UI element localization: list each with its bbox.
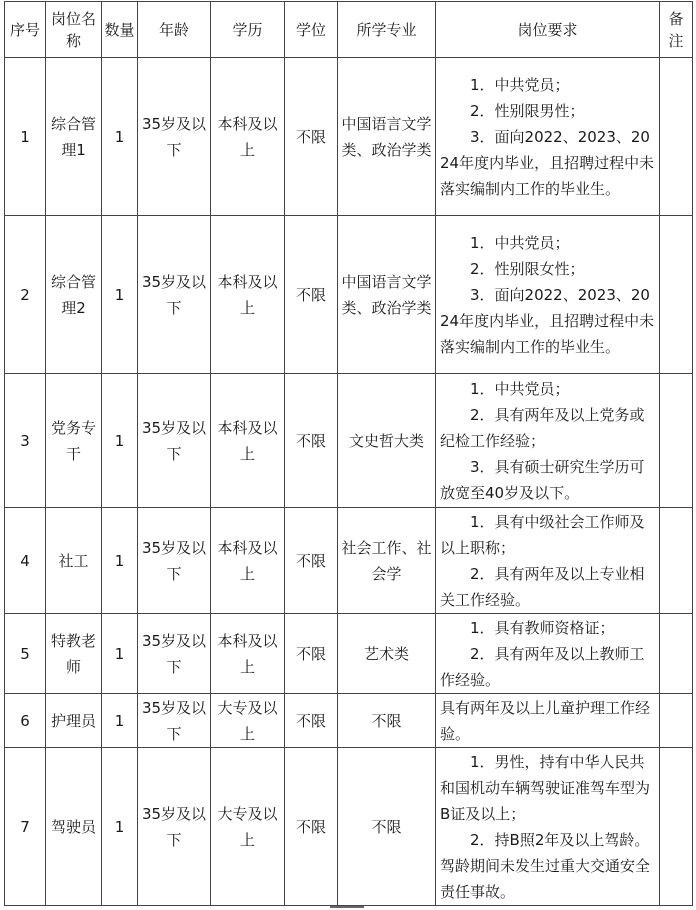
cell-position: 综合管理2 (46, 216, 102, 374)
cell-education: 本科及以上 (211, 216, 285, 374)
cell-major: 不限 (338, 748, 436, 906)
cell-age: 35岁及以下 (138, 508, 211, 614)
table-row (5, 614, 693, 694)
header-degree: 学位 (285, 2, 338, 58)
cell-seq: 6 (5, 694, 46, 748)
cell-age: 35岁及以下 (138, 748, 211, 906)
cell-count: 1 (102, 58, 138, 216)
cell-count: 1 (102, 374, 138, 508)
requirement-line: 2．性别限男性； (470, 101, 585, 120)
requirement-line: 1．具有中级社会工作师及以上职称； (440, 512, 645, 557)
cell-education: 本科及以上 (211, 508, 285, 614)
cell-degree: 不限 (285, 374, 338, 508)
cell-count: 1 (102, 216, 138, 374)
requirement-line: 2．持B照2年及以上驾龄。驾龄期间未发生过重大交通安全责任事故。 (440, 830, 651, 901)
cell-seq: 5 (5, 614, 46, 694)
cell-remarks (660, 216, 693, 374)
cell-education: 大专及以上 (211, 694, 285, 748)
header-age: 年龄 (138, 2, 211, 58)
cell-major: 文史哲大类 (338, 374, 436, 508)
cell-degree: 不限 (285, 694, 338, 748)
requirement-line: 3．面向2022、2023、2024年度内毕业，且招聘过程中未落实编制内工作的毕业生。 (440, 285, 655, 356)
cell-degree: 不限 (285, 614, 338, 694)
cell-seq: 4 (5, 508, 46, 614)
recruitment-table (4, 1, 693, 906)
cell-education: 大专及以上 (211, 748, 285, 906)
cell-degree: 不限 (285, 748, 338, 906)
cell-education: 本科及以上 (211, 58, 285, 216)
cell-position: 驾驶员 (46, 748, 102, 906)
cell-count: 1 (102, 508, 138, 614)
requirement-line: 3．具有硕士研究生学历可放宽至40岁及以下。 (440, 457, 645, 502)
requirement-line: 2．性别限女性； (470, 259, 585, 278)
requirement-line: 1．具有教师资格证； (470, 618, 615, 637)
page-divider (330, 906, 364, 908)
header-requirements: 岗位要求 (436, 2, 660, 58)
requirement-line: 2．具有两年及以上专业相关工作经验。 (440, 564, 645, 609)
cell-requirements (436, 694, 660, 748)
cell-major: 中国语言文学类、政治学类 (338, 58, 436, 216)
header-seq: 序号 (5, 2, 46, 58)
cell-requirements (436, 216, 660, 374)
header-row (5, 2, 693, 58)
cell-degree: 不限 (285, 58, 338, 216)
header-position: 岗位名称 (46, 2, 102, 58)
cell-remarks (660, 508, 693, 614)
cell-count: 1 (102, 694, 138, 748)
cell-major: 艺术类 (338, 614, 436, 694)
requirement-line: 1．男性，持有中华人民共和国机动车辆驾驶证准驾车型为B证及以上； (440, 752, 651, 823)
cell-major: 中国语言文学类、政治学类 (338, 216, 436, 374)
table-row (5, 216, 693, 374)
cell-position: 特教老师 (46, 614, 102, 694)
header-count: 数量 (102, 2, 138, 58)
requirement-line: 1．中共党员； (470, 75, 570, 94)
table-row (5, 508, 693, 614)
cell-remarks (660, 748, 693, 906)
cell-remarks (660, 58, 693, 216)
cell-count: 1 (102, 748, 138, 906)
cell-count: 1 (102, 614, 138, 694)
header-education: 学历 (211, 2, 285, 58)
cell-requirements (436, 614, 660, 694)
cell-education: 本科及以上 (211, 614, 285, 694)
requirement-line: 2．具有两年及以上教师工作经验。 (440, 644, 645, 689)
cell-seq: 3 (5, 374, 46, 508)
requirement-line: 2．具有两年及以上党务或纪检工作经验； (440, 405, 645, 450)
cell-age: 35岁及以下 (138, 614, 211, 694)
cell-major: 社会工作、社会学 (338, 508, 436, 614)
cell-degree: 不限 (285, 508, 338, 614)
header-major: 所学专业 (338, 2, 436, 58)
table-row (5, 58, 693, 216)
cell-requirements (436, 58, 660, 216)
cell-age: 35岁及以下 (138, 216, 211, 374)
table-row (5, 748, 693, 906)
cell-age: 35岁及以下 (138, 694, 211, 748)
cell-major: 不限 (338, 694, 436, 748)
cell-age: 35岁及以下 (138, 58, 211, 216)
cell-age: 35岁及以下 (138, 374, 211, 508)
cell-seq: 2 (5, 216, 46, 374)
cell-degree: 不限 (285, 216, 338, 374)
cell-requirements (436, 748, 660, 906)
cell-remarks (660, 374, 693, 508)
requirement-line: 3．面向2022、2023、2024年度内毕业，且招聘过程中未落实编制内工作的毕业生。 (440, 127, 655, 198)
table-row (5, 694, 693, 748)
header-remarks: 备注 (660, 2, 693, 58)
table-row (5, 374, 693, 508)
cell-remarks (660, 694, 693, 748)
cell-education: 本科及以上 (211, 374, 285, 508)
cell-position: 综合管理1 (46, 58, 102, 216)
requirement-line: 1．中共党员； (470, 233, 570, 252)
cell-requirements (436, 374, 660, 508)
cell-remarks (660, 614, 693, 694)
cell-requirements (436, 508, 660, 614)
cell-position: 护理员 (46, 694, 102, 748)
requirement-line: 具有两年及以上儿童护理工作经验。 (440, 698, 651, 743)
cell-position: 党务专干 (46, 374, 102, 508)
cell-seq: 7 (5, 748, 46, 906)
requirement-line: 1．中共党员； (470, 379, 570, 398)
cell-position: 社工 (46, 508, 102, 614)
cell-seq: 1 (5, 58, 46, 216)
